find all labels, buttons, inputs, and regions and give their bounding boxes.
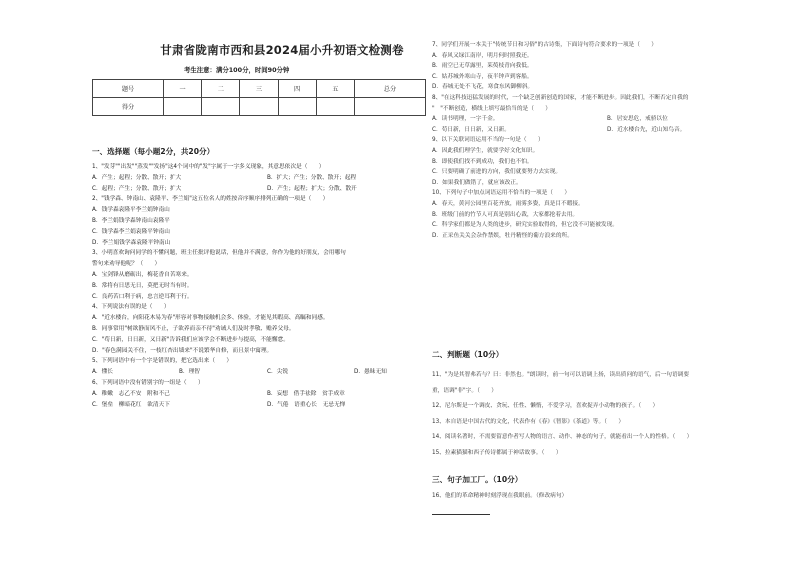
- question-line: 16、他们的革命精神时刻浮现在我眼前。（修改病句）: [432, 493, 568, 499]
- question-line: C．科学家们都是为人类的进步，研究实验取得的，但它没不可能被发现。: [432, 222, 618, 229]
- option-row: [432, 125, 782, 136]
- score-cell[interactable]: [354, 98, 425, 116]
- question-line: 13、本自语是中国古代的文化，代表作有《春》《智影》《茶道》等。（ ）: [432, 418, 625, 425]
- option-row: [92, 389, 432, 400]
- option-label[interactable]: D．愚昧无知: [354, 369, 387, 376]
- question-line: B．李兰娟钱学森钟南山袁隆平: [92, 217, 170, 224]
- question-line: C．只要明确了前进的方向，我们就要努力去实现。: [432, 169, 562, 176]
- section-title: 三、句子加工厂。（10分）: [432, 475, 523, 484]
- question-line: D．春城无处不飞花，寒食东风御柳斜。: [432, 84, 534, 91]
- question-line: A．春天，黄河公园里百花齐放，雨雾多姿，真是目不暇接。: [432, 200, 584, 207]
- option-label[interactable]: A．读书明理，一字千金。: [432, 116, 499, 123]
- option-label[interactable]: B．居安思危，戒骄以位: [607, 116, 668, 123]
- option-label[interactable]: A．稚嫩 志乙不安 附和不己: [92, 390, 170, 397]
- option-label[interactable]: D．气倦 语重心长 无忌无惮: [267, 401, 346, 408]
- option-label[interactable]: C．堡垒 柳暗花红 欲清天下: [92, 401, 170, 408]
- score-cell[interactable]: [316, 98, 354, 116]
- question-line: 11、"为是其智弗若与？曰：非然也。"朗读时，前一句可以语调上扬，读出质问的语气，后一句语调要: [432, 372, 690, 378]
- score-cell: 一: [164, 80, 202, 98]
- question-line: B．班级门前的竹节人可真是别出心裁，大家都抢着去用。: [432, 211, 579, 218]
- option-label[interactable]: A．产生；起程；分散、散开；扩大: [92, 174, 182, 181]
- question-line: 12、尼尔斯是一个调皮、贪玩、任性、懒惰，不爱学习，喜欢捉弄小动物的孩子。（ ）: [432, 403, 659, 409]
- question-line: A．宝剑锋从磨砺出，梅花香自苦寒来。: [92, 271, 193, 278]
- question-line: 1、"发芽""出发""蒸发""发扬"这4个词中的"发"字属于一字多义现象，其意思依次是（ ）: [92, 164, 325, 170]
- question-line: 7、同学们开展一本关于"传统节日和习俗"的古诗集，下面诗句符合要求的一项是（ ）: [432, 42, 657, 48]
- question-line: 15、拉素猫猫和西子传诗都属于神话故事。（ ）: [432, 449, 562, 456]
- question-line: " "不断创造，横线上填写最恰当的是（ ）: [432, 105, 551, 112]
- question-line: 8、"在这科技迅猛发展的时代，一个缺乏创新创造的国家，才能不断进步。因此我们，不断否定自我的: [432, 94, 689, 101]
- option-row: [92, 367, 432, 378]
- score-table: [92, 79, 426, 116]
- question-line: 3、小明喜欢询问同学的不懂问题，班主任批评他说话，但他并不满意，你作为他的好朋友，会用哪句: [92, 250, 346, 257]
- option-label[interactable]: D．近水楼台先，近山知鸟音。: [607, 126, 686, 133]
- question-line: D．正采鱼关关会杂作禁娱，牡丹精怪的葡方浪来的所。: [432, 232, 573, 239]
- question-line: 2、"钱学森、钟南山、袁隆平、李兰娟"这五位名人的姓按音序顺序排列正确的一项是（ ）: [92, 196, 329, 203]
- exam-title: 甘肃省陇南市西和县2024届小升初语文检测卷: [160, 43, 404, 57]
- question-line: A．"近水楼台，向阳花木易为春"形容对事物接触机会多、体验，才能见其暇高、高瞩和同感。: [92, 315, 329, 322]
- score-cell: 五: [316, 80, 354, 98]
- question-line: D．"春色满园关不住，一枝红杏出墙来"不说繁华自修，而且景中寓理。: [92, 347, 273, 354]
- option-label[interactable]: C．尖锐: [267, 369, 289, 376]
- score-cell: 题号: [93, 80, 164, 98]
- question-line: 10、下列句子中加点词语运用不恰当的一项是（ ）: [432, 190, 571, 197]
- question-line: C．"苟日新，日日新，又日新"告诉我们应该学会不断进步与提高，不能懈怠。: [92, 336, 289, 343]
- question-line: 14、阅读名著时，不需要留意作者写人物的语言、动作、神态的句子，就能看出一个人的性格。（ ）: [432, 434, 693, 440]
- question-line: D．李兰娟钱学森袁隆平钟南山: [92, 239, 171, 246]
- question-line: C．姑苏城外寒山寺，夜半钟声到客船。: [432, 73, 533, 80]
- left-question-list: [92, 162, 432, 410]
- score-cell[interactable]: [278, 98, 316, 116]
- question-line: A．因此我们理学生，就要学好文化知识。: [432, 147, 539, 154]
- question-line: B．常将有日思无日，莫把无时当有时。: [92, 282, 193, 289]
- score-cell: 三: [240, 80, 278, 98]
- option-label[interactable]: D．产生；起程；扩大；分散、散开: [267, 185, 357, 192]
- question-line: 警句来劝导他呢？（ ）: [92, 261, 161, 268]
- question-line: A．春风又绿江南岸，明月何时照我还。: [432, 52, 533, 59]
- score-table-header-row: [93, 80, 426, 98]
- option-row: [92, 173, 432, 184]
- question-line: C．良药苦口利于病，忠言逆耳利于行。: [92, 293, 193, 300]
- score-cell: 四: [278, 80, 316, 98]
- exam-note: 考生注意：满分100分，时间90分钟: [184, 66, 290, 74]
- question-line: B．即使我们找不到成功，我们也不怕。: [432, 158, 533, 165]
- question-line: B．同事常用"树欲静而风不止，子欲养而亲不待"劝诫人们及时孝敬、赡养父母。: [92, 325, 295, 332]
- question-line: A．钱学森袁隆平李兰娟钟南山: [92, 207, 170, 214]
- option-row: [92, 400, 432, 411]
- question-line: 6、下列词语中没有错别字的一组是（ ）: [92, 379, 204, 386]
- score-cell: 总分: [354, 80, 425, 98]
- question-line: D．如果我们做错了，就应该改正。: [432, 179, 522, 186]
- score-cell[interactable]: [240, 98, 278, 116]
- right-question-list: [432, 40, 782, 241]
- judgment-question-list: [432, 368, 782, 461]
- score-cell[interactable]: [202, 98, 240, 116]
- answer-line[interactable]: [432, 514, 490, 515]
- question-line: B．雨空已无草露里，茱萸枝青向我低。: [432, 63, 533, 70]
- option-row: [92, 184, 432, 195]
- option-label[interactable]: B．妄想 借手祛除 贫手成章: [267, 390, 345, 397]
- question-line: 5、下列词语中有一个字是错误的，把它选出来（ ）: [92, 358, 233, 365]
- question-line: 9、以下关联词语运用不当的一句是（ ）: [432, 137, 544, 144]
- question-line: 重，语调"非"字。（ ）: [432, 387, 497, 394]
- score-cell: 二: [202, 80, 240, 98]
- option-label[interactable]: B．理智: [179, 369, 200, 376]
- section-title: 二、判断题（10分）: [432, 350, 504, 359]
- section-title: 一、选择题（每小题2分，共20分）: [92, 147, 215, 156]
- question-line: C．钱学森李兰娟袁隆平钟南山: [92, 228, 170, 235]
- score-cell[interactable]: [164, 98, 202, 116]
- score-cell: 得分: [93, 98, 164, 116]
- option-label[interactable]: C．苟日新，日日新，又日新。: [432, 126, 510, 133]
- question-line: 4、下列说法有误的是（ ）: [92, 304, 170, 311]
- option-row: [432, 114, 782, 125]
- option-label[interactable]: A．懂长: [92, 369, 113, 376]
- score-table-score-row: [93, 98, 426, 116]
- option-label[interactable]: C．起程；产生；分散、散开；扩大: [92, 185, 182, 192]
- option-label[interactable]: B．扩大；产生；分散、散开；起程: [267, 174, 357, 181]
